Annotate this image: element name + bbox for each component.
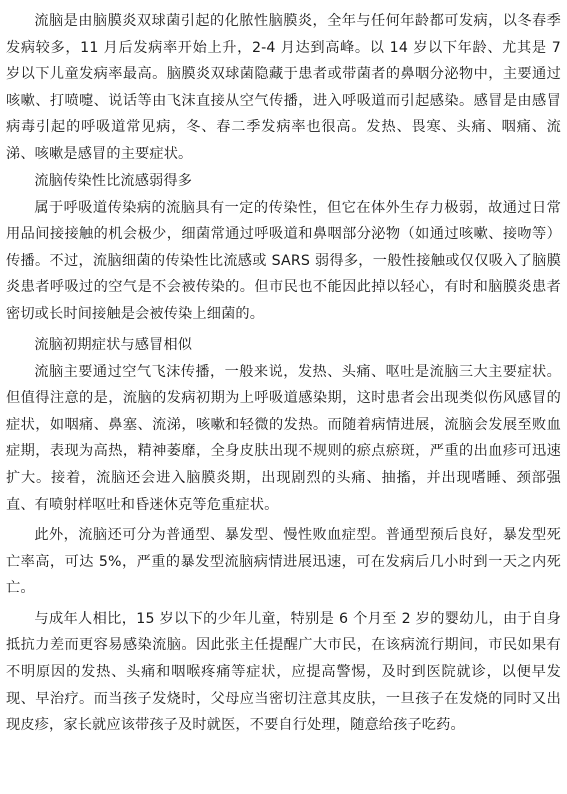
section-heading-transmissibility: 流脑传染性比流感弱得多 [34,172,193,189]
paragraph-transmissibility: 属于呼吸道传染病的流脑具有一定的传染性，但它在体外生存力极弱，故通过日常用品间接接触的机会极少，细菌常通过呼吸道和鼻咽部分泌物（如通过咳嗽、接吻等）传播。不过，流脑细菌的传染性比流感或 SARS 弱得多，一般性接触或仅仅吸入了脑膜炎患者呼吸过的空气是不会被传染的。但市民也不能因此掉以轻心，有时和脑膜炎患者密切或长时间接触是会被传染上细菌的。 [6,199,561,322]
section-heading-symptoms: 流脑初期症状与感冒相似 [34,336,193,353]
paragraph-symptoms: 流脑主要通过空气飞沫传播，一般来说，发热、头痛、呕吐是流脑三大主要症状。但值得注意的是，流脑的发病初期为上呼吸道感染期，这时患者会出现类似伤风感冒的症状，如咽痛、鼻塞、流涕，咳嗽和轻微的发热。而随着病情进展，流脑会发展至败血症期，表现为高热，精神萎靡，全身皮肤出现不规则的瘀点瘀斑，严重的出血疹可迅速扩大。接着，流脑还会进入脑膜炎期，出现剧烈的头痛、抽搐，并出现嗜睡、颈部强直、有喷射样呕吐和昏迷休克等危重症状。 [6,363,561,513]
paragraph-types: 此外，流脑还可分为普通型、暴发型、慢性败血症型。普通型预后良好，暴发型死亡率高，可达 5%，严重的暴发型流脑病情进展迅速，可在发病后几小时到一天之内死亡。 [6,527,561,597]
paragraph-advice: 与成年人相比，15 岁以下的少年儿童，特别是 6 个月至 2 岁的婴幼儿，由于自身抵抗力差而更容易感染流脑。因此张主任提醒广大市民，在该病流行期间，市民如果有不明原因的发热、头痛和咽喉疼痛等症状，应提高警惕，及时到医院就诊，以便早发现、早治疗。而当孩子发烧时，父母应当密切注意其皮肤，一旦孩子在发烧的同时又出现皮疹，家长就应该带孩子及时就医，不要自行处理，随意给孩子吃药。 [6,610,561,734]
paragraph-intro: 流脑是由脑膜炎双球菌引起的化脓性脑膜炎，全年与任何年龄都可发病，以冬春季发病较多，11 月后发病率开始上升，2-4 月达到高峰。以 14 岁以下年龄、尤其是 7 岁以下儿童发病率最高。脑膜炎双球菌隐藏于患者或带菌者的鼻咽分泌物中，主要通过咳嗽、打喷嚏、说话等由飞沫直接从空气传播，进入呼吸道而引起感染。感冒是由感冒病毒引起的呼吸道常见病，冬、春二季发病率也很高。发热、畏寒、头痛、咽痛、流涕、咳嗽是感冒的主要症状。 [6,13,561,162]
